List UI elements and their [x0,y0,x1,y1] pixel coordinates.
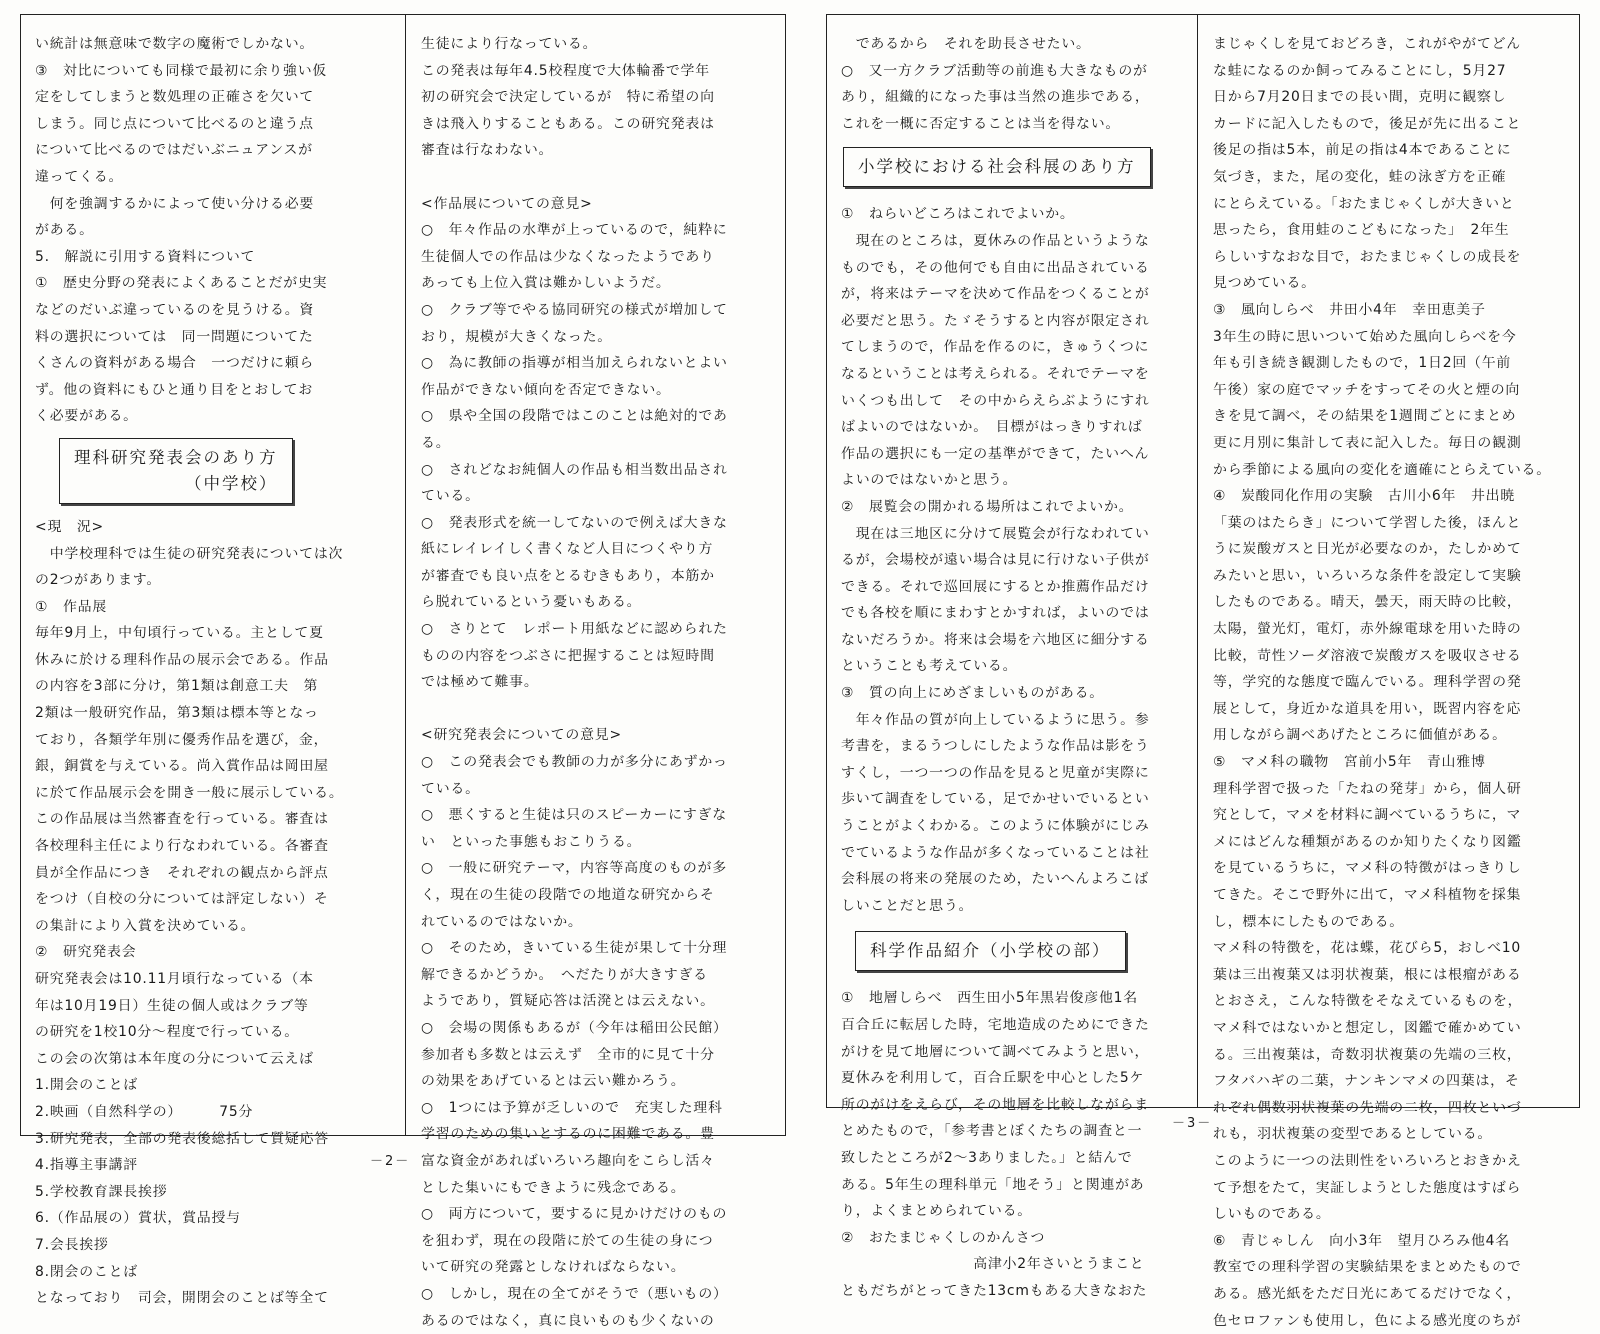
col1-after [35,514,391,1312]
text-line: <作品展についての意見> [421,191,773,218]
text-line: であるから それを助長させたい。 [841,31,1183,58]
text-line: 中学校理科では生徒の研究発表については次 [35,541,391,568]
text-line: きを見て調べ，その結果を1週間ごとにまとめ [1213,403,1567,430]
text-line: よいのではないかと思う。 [841,467,1183,494]
text-line: ① 歴史分野の発表によくあることだが史実 [35,270,391,297]
text-line: れぞれ偶数羽状複葉の先端の二枚，四枚といづ [1213,1095,1567,1122]
text-line: しいものである。 [1213,1201,1567,1228]
text-line: ⑥ 青じゃしん 向小3年 望月ひろみ他4名 [1213,1228,1567,1255]
text-line: がけを見て地層について調べてみようと思い， [841,1039,1183,1066]
text-line: に於て作品展示会を開き一般に展示している。 [35,780,391,807]
heading-box-science-presentation [59,438,391,504]
text-line: みたいと思い，いろいろな条件を設定して実験 [1213,563,1567,590]
text-line: 解できるかどうか。 へだたりが大きすぎる [421,962,773,989]
text-line: 紙にレイレイしく書くなど人目につくやり方 [421,536,773,563]
heading-box-social-studies [843,147,1183,187]
text-line: この作品展は当然審査を行っている。審査は [35,806,391,833]
text-line: ④ 炭酸同化作用の実験 古川小6年 井出暁 [1213,483,1567,510]
text-line: 生徒個人での作品は少なくなったようであり [421,244,773,271]
heading-box-science-works [855,931,1183,971]
text-line: 「葉のはたらき」について学習した後，ほんと [1213,510,1567,537]
text-line: などのだいぶ違っているのを見うける。資 [35,297,391,324]
text-line: ○ されどなお純個人の作品も相当数出品され [421,457,773,484]
text-line: なるということは考えられる。それでテーマを [841,361,1183,388]
text-line: では極めて難事。 [421,669,773,696]
col1-middle [841,201,1183,919]
text-line: とめたもので，「参考書とぼくたちの調査と一 [841,1118,1183,1145]
text-line: てしまうので，作品を作るのに，きゅうくつに [841,334,1183,361]
col2-text [421,31,773,1334]
text-line: くさんの資料がある場合 一つだけに頼ら [35,350,391,377]
text-line: 8.閉会のことば [35,1259,391,1286]
text-line: とおさえ，こんな特徴をそなえているものを， [1213,988,1567,1015]
text-line: ○ クラブ等でやる協同研究の様式が増加して [421,297,773,324]
text-line: ① ねらいどころはこれでよいか。 [841,201,1183,228]
text-line: 各校理科主任により行なわれている。各審査 [35,833,391,860]
page-3 [800,0,1600,1184]
text-line: ○ 県や全国の段階ではこのことは絶対的であ [421,403,773,430]
text-line: る。 [421,430,773,457]
text-line: ないだろうか。将来は会場を六地区に細分する [841,627,1183,654]
text-line: いくつも出して その中からえらぶようにすれ [841,388,1183,415]
text-line: 7.会長挨拶 [35,1232,391,1259]
text-line: 午後）家の庭でマッチをすってその火と煙の向 [1213,377,1567,404]
text-line: 作品の選択にも一定の基準ができて，たいへん [841,441,1183,468]
page-2 [0,0,800,1184]
text-line: となっており 司会，開閉会のことば等全て [35,1285,391,1312]
text-line: るが，会場校が遠い場合は見に行けない子供が [841,547,1183,574]
text-line: でているような作品が多くなっていることは社 [841,840,1183,867]
text-line: 銀，銅賞を与えている。尚入賞作品は岡田屋 [35,753,391,780]
text-line: 生徒により行なっている。 [421,31,773,58]
text-line: ばよいのではないか。 目標がはっきりすれば [841,414,1183,441]
text-line: 員が全作品につき それぞれの観点から評点 [35,860,391,887]
text-line: から季節による風向の変化を適確にとらえている。 [1213,457,1567,484]
text-line: ③ 対比についても同様で最初に余り強い仮 [35,58,391,85]
text-line: 年々作品の質が向上しているように思う。参 [841,707,1183,734]
text-line: したものである。晴天，曇天，雨天時の比較， [1213,589,1567,616]
text-line: このように一つの法則性をいろいろとおきかえ [1213,1148,1567,1175]
text-line: すくし，一つ一つの作品を見ると児童が実際に [841,760,1183,787]
text-line: あるのではなく，真に良いものも少くないの [421,1308,773,1334]
col1-after [841,985,1183,1304]
text-line: 理科学習で扱った「たねの発芽」から，個人研 [1213,776,1567,803]
text-line: ともだちがとってきた13cmもある大きなおた [841,1278,1183,1305]
text-line: マメ科の特徴を，花は蝶，花びら5，おしべ10 [1213,935,1567,962]
heading-science-presentation-sub: （中学校） [74,471,278,497]
text-line: これを一概に否定することは当を得ない。 [841,111,1183,138]
text-line: な蛙になるのか飼ってみることにし，5月27 [1213,58,1567,85]
text-line: ている。 [421,483,773,510]
text-line: 展として，身近かな道具を用い，既習内容を応 [1213,696,1567,723]
text-line: ある。5年生の理科単元「地そう」と関連があ [841,1172,1183,1199]
text-line: ものの内容をつぶさに把握することは短時間 [421,643,773,670]
text-line: の集計により入賞を決めている。 [35,913,391,940]
text-line: フタバハギの二葉，ナンキンマメの四葉は，そ [1213,1068,1567,1095]
text-line: ○ さりとて レポート用紙などに認められた [421,616,773,643]
text-line [421,164,773,191]
text-line: メにはどんな種類があるのか知りたくなり図鑑 [1213,829,1567,856]
text-line: を狙わず，現在の段階に於ての生徒の身につ [421,1228,773,1255]
text-line: 料の選択については 同一問題についてた [35,324,391,351]
text-line: らしいすなおな目で，おたまじゃくしの成長を [1213,244,1567,271]
text-line: が，将来はテーマを決めて作品をつくることが [841,281,1183,308]
text-line: 必要だと思う。たゞそうすると内容が限定され [841,308,1183,335]
text-line: り，よくまとめられている。 [841,1198,1183,1225]
text-line: 1.開会のことば [35,1072,391,1099]
text-line: ○ 会場の関係もあるが（今年は稲田公民館） [421,1015,773,1042]
text-line: 百合丘に転居した時，宅地造成のためにできた [841,1012,1183,1039]
text-line: がある。 [35,217,391,244]
text-line: ○ しかし，現在の全てがそうで（悪いもの） [421,1281,773,1308]
text-line: 3.研究発表，全部の発表後総括して質疑応答 [35,1126,391,1153]
text-line: 歩いて調査をしている，足でかせいでいるとい [841,786,1183,813]
text-line: ○ 両方について，要するに見かけだけのもの [421,1201,773,1228]
col1-before [841,31,1183,137]
text-line: 2類は一般研究作品，第3類は標本等となっ [35,700,391,727]
text-line: しいことだと思う。 [841,893,1183,920]
heading-science-works: 科学作品紹介（小学校の部） [870,941,1111,960]
text-line: 審査は行なわない。 [421,137,773,164]
text-line: て予想をたて，実証しようとした態度はすばら [1213,1175,1567,1202]
text-line: ということも考えている。 [841,653,1183,680]
text-line: 2.映画（自然科学の） 75分 [35,1099,391,1126]
text-line: 学習のための集いとするのに困難である。豊 [421,1121,773,1148]
text-line: しまう。同じ点について比べるのと違う点 [35,111,391,138]
column-divider [405,15,406,1135]
text-line: 所のがけをえらび，その地層を比較しながらま [841,1092,1183,1119]
text-line: の研究を1校10分～程度で行っている。 [35,1019,391,1046]
text-line: マメ科ではないかと想定し，図鑑で確かめてい [1213,1015,1567,1042]
text-line: の2つがあります。 [35,567,391,594]
text-line: の内容を3部に分け，第1類は創意工夫 第 [35,673,391,700]
text-line: できる。それで巡回展にするとか推薦作品だけ [841,574,1183,601]
text-line: ○ そのため，きいている生徒が果して十分理 [421,935,773,962]
text-line: ② 研究発表会 [35,939,391,966]
text-line: あり，組織的になった事は当然の進歩である， [841,84,1183,111]
page-3-column-2 [1199,15,1579,1107]
text-line: 致したところが2～3ありました。」と結んで [841,1145,1183,1172]
text-line: 思ったら，食用蛙のこどもになった」 2年生 [1213,217,1567,244]
text-line: をつけ（自校の分については評定しない）そ [35,886,391,913]
text-line: い統計は無意味で数字の魔術でしかない。 [35,31,391,58]
text-line: ⑤ マメ科の職物 宮前小5年 青山雅博 [1213,749,1567,776]
text-line: きは飛入りすることもある。この研究発表は [421,111,773,138]
text-line: 太陽，螢光灯，電灯，赤外線電球を用いた時の [1213,616,1567,643]
page-3-column-1 [827,15,1195,1107]
col1-before [35,31,391,430]
text-line: 年は10月19日）生徒の個人或はクラブ等 [35,993,391,1020]
text-line: 用しながら調べあげたところに価値がある。 [1213,722,1567,749]
text-line: 休みに於ける理科作品の展示会である。作品 [35,647,391,674]
text-line: 現在のところは，夏休みの作品というような [841,228,1183,255]
text-line: が審査でも良い点をとるむきもあり，本筋か [421,563,773,590]
text-line: とした集いにもできように残念である。 [421,1175,773,1202]
text-line: れも，羽状複葉の変型であるとしている。 [1213,1121,1567,1148]
text-line: 研究発表会は10.11月頃行なっている（本 [35,966,391,993]
text-line: く，現在の生徒の段階での地道な研究からそ [421,882,773,909]
text-line: 何を強調するかによって使い分ける必要 [35,191,391,218]
text-line: 後足の指は5本，前足の指は4本であることに [1213,137,1567,164]
page-3-frame [826,14,1580,1108]
text-line: 毎年9月上，中旬頃行っている。主として夏 [35,620,391,647]
text-line: 4.指導主事講評 [35,1152,391,1179]
text-line: ○ 一般に研究テーマ，内容等高度のものが多 [421,855,773,882]
text-line: あっても上位入賞は難かしいようだ。 [421,270,773,297]
page-2-column-1 [21,15,403,1135]
text-line: 初の研究会で決定しているが 特に希望の向 [421,84,773,111]
text-line: 高津小2年さいとうまこと [841,1251,1183,1278]
text-line: る。三出複葉は，奇数羽状複葉の先端の三枚， [1213,1042,1567,1069]
text-line: おり，規模が大きくなった。 [421,324,773,351]
text-line: ある。感光紙をただ日光にあてるだけでなく， [1213,1281,1567,1308]
text-line: <研究発表会についての意見> [421,722,773,749]
page-2-frame [20,14,786,1136]
text-line: ている。 [421,776,773,803]
text-line: 気づき，また，尾の変化，蛙の泳ぎ方を正確 [1213,164,1567,191]
text-line: ② おたまじゃくしのかんさつ [841,1225,1183,1252]
text-line: ものでも，その他何でも自由に出品されている [841,255,1183,282]
text-line: の効果をあげているとは云い難かろう。 [421,1068,773,1095]
text-line: 比較，苛性ソーダ溶液で炭酸ガスを吸収させる [1213,643,1567,670]
text-line: 考書を，まるうつしにしたような作品は影をう [841,733,1183,760]
text-line: ら脱れているという憂いもある。 [421,589,773,616]
text-line: ず。他の資料にもひと通り目をとおしてお [35,377,391,404]
text-line: 定をしてしまうと数処理の正確さを欠いて [35,84,391,111]
text-line: 5. 解説に引用する資料について [35,244,391,271]
text-line: 究として，マメを材料に調べているうちに，マ [1213,802,1567,829]
text-line: カードに記入したもので，後足が先に出ること [1213,111,1567,138]
heading-social-studies: 小学校における社会科展のあり方 [858,157,1136,176]
text-line [421,696,773,723]
text-line: ③ 質の向上にめざましいものがある。 [841,680,1183,707]
page-number: －3－ [1172,1112,1212,1131]
text-line: について比べるのではだいぶニュアンスが [35,137,391,164]
col2-text [1213,31,1567,1334]
text-line: 3年生の時に思いついて始めた風向しらべを今 [1213,324,1567,351]
column-divider [1197,15,1198,1107]
text-line: を見ているうちに，マメ科の特徴がはっきりし [1213,855,1567,882]
text-line: ○ 年々作品の水準が上っているので，純粋に [421,217,773,244]
text-line: ようであり，質疑応答は活溌とは云えない。 [421,988,773,1015]
text-line: 現在は三地区に分けて展覧会が行なわれてい [841,521,1183,548]
text-line: 作品ができない傾向を否定できない。 [421,377,773,404]
text-line: うことがよくわかる。このように体験がにじみ [841,813,1183,840]
text-line: ① 作品展 [35,594,391,621]
text-line: 見つめている。 [1213,270,1567,297]
text-line: 参加者も多数とは云えず 全市的に見て十分 [421,1042,773,1069]
text-line: 違ってくる。 [35,164,391,191]
text-line: 色セロファンも使用し，色による感光度のちが [1213,1308,1567,1334]
text-line: でも各校を順にまわすとかすれば，よいのでは [841,600,1183,627]
text-line: く必要がある。 [35,403,391,430]
heading-science-presentation: 理科研究発表会のあり方 [74,448,278,467]
text-line: ① 地層しらべ 西生田小5年黒岩俊彦他1名 [841,985,1183,1012]
text-line: 富な資金があればいろいろ趣向をこらし活々 [421,1148,773,1175]
text-line: てきた。そこで野外に出て，マメ科植物を採集 [1213,882,1567,909]
text-line: 教室での理科学習の実験結果をまとめたもので [1213,1254,1567,1281]
text-line: 6.（作品展の）賞状，賞品授与 [35,1205,391,1232]
text-line: 会科展の将来の発展のため，たいへんよろこば [841,866,1183,893]
text-line: ○ 1つには予算が乏しいので 充実した理科 [421,1095,773,1122]
page-number: －2－ [370,1150,410,1169]
text-line: 夏休みを利用して，百合丘駅を中心とした5ケ [841,1065,1183,1092]
text-line: 更に月別に集計して表に記入した。毎日の観測 [1213,430,1567,457]
text-line: 年も引き続き観測したもので，1日2回（午前 [1213,350,1567,377]
text-line: 日から7月20日までの長い間，克明に観察し [1213,84,1567,111]
text-line: まじゃくしを見ておどろき，これがやがてどん [1213,31,1567,58]
text-line: この会の次第は本年度の分について云えば [35,1046,391,1073]
text-line: ており，各類学年別に優秀作品を選び，金， [35,727,391,754]
text-line: うに炭酸ガスと日光が必要なのか，たしかめて [1213,536,1567,563]
text-line: にとらえている。「おたまじゃくしが大きいと [1213,191,1567,218]
text-line: い といった事態もおこりうる。 [421,829,773,856]
text-line: ② 展覧会の開かれる場所はこれでよいか。 [841,494,1183,521]
text-line: 5.学校教育課長挨拶 [35,1179,391,1206]
text-line: 等，学究的な態度で臨んでいる。理科学習の発 [1213,669,1567,696]
text-line: この発表は毎年4.5校程度で大体輪番で学年 [421,58,773,85]
text-line: ○ 悪くすると生徒は只のスピーカーにすぎな [421,802,773,829]
text-line: れているのではないか。 [421,909,773,936]
page-2-column-2 [407,15,785,1135]
text-line: いて研究の発露としなければならない。 [421,1254,773,1281]
text-line: <現 況> [35,514,391,541]
text-line: 葉は三出複葉又は羽状複葉，根には根瘤がある [1213,962,1567,989]
text-line: ○ この発表会でも教師の力が多分にあずかっ [421,749,773,776]
text-line: ③ 風向しらべ 井田小4年 幸田恵美子 [1213,297,1567,324]
text-line: ○ 発表形式を統一してないので例えば大きな [421,510,773,537]
text-line: し，標本にしたものである。 [1213,909,1567,936]
text-line: ○ 為に教師の指導が相当加えられないとよい [421,350,773,377]
text-line: ○ 又一方クラブ活動等の前進も大きなものが [841,58,1183,85]
